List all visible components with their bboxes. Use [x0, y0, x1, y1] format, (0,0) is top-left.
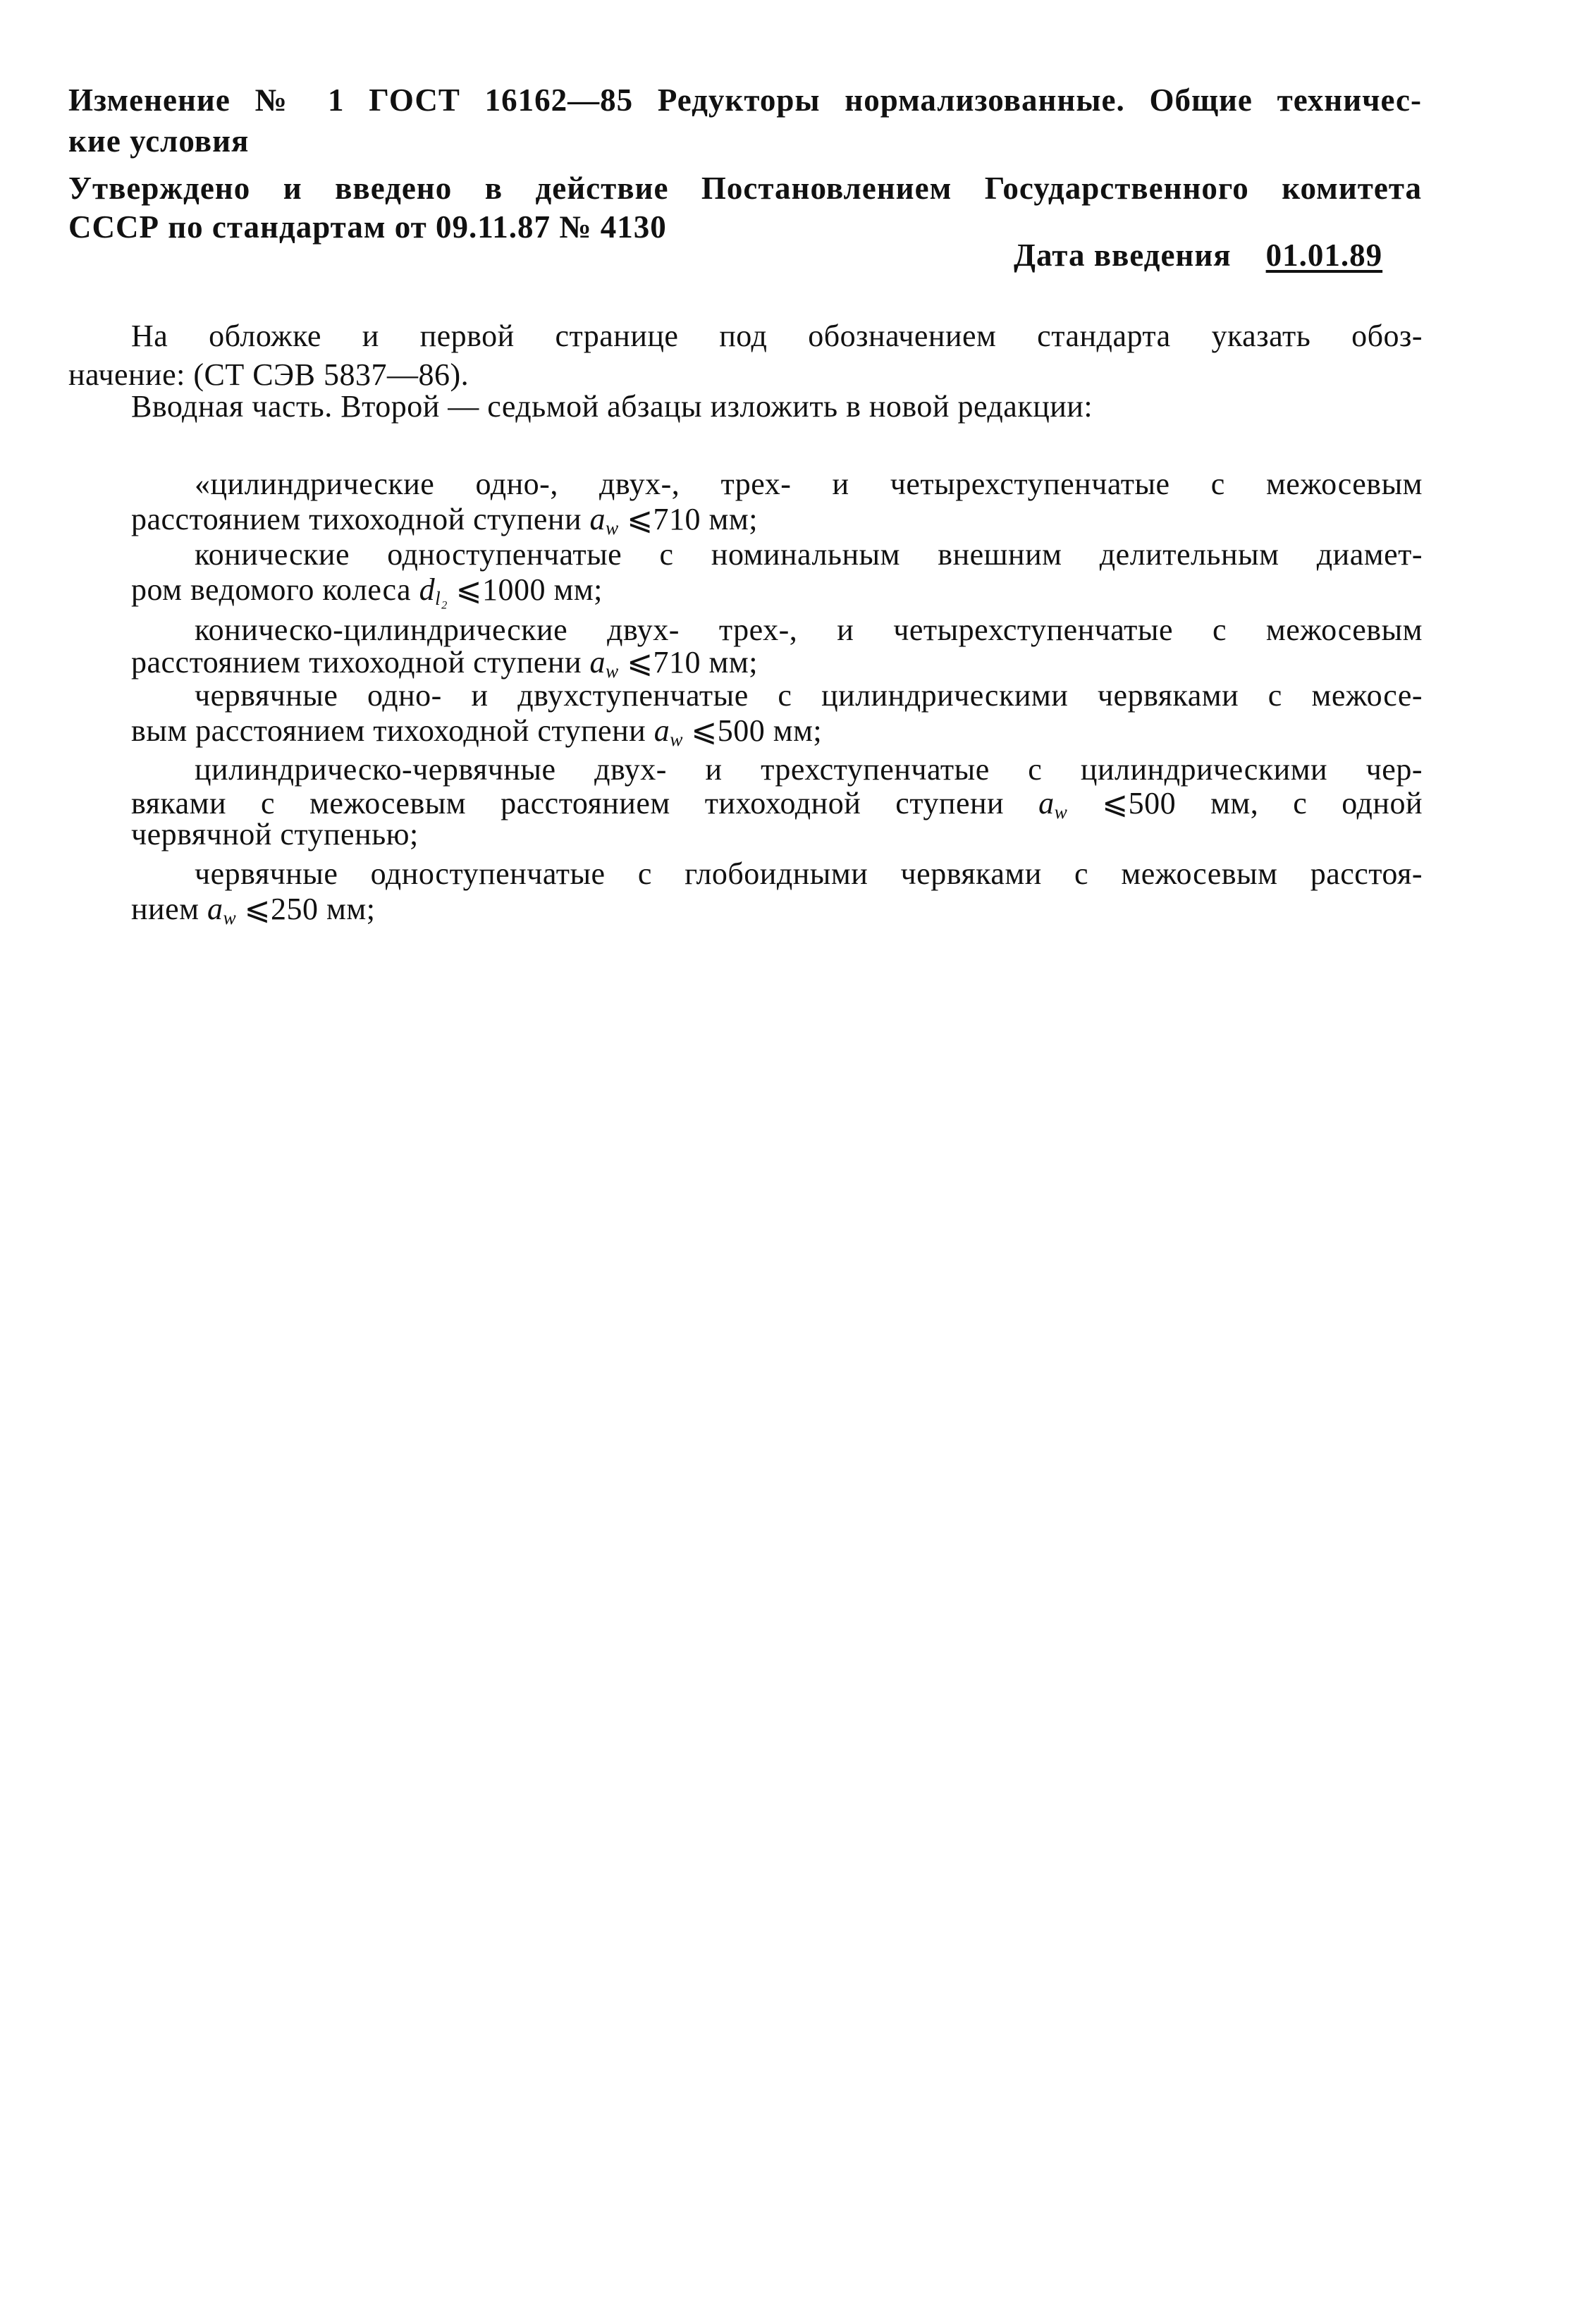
paragraph-5-text: вяками с межосевым расстоянием тихоходной ступени [131, 786, 1039, 820]
intro-line-1: На обложке и первой странице под обозначением стандарта указать обоз- [131, 319, 1423, 353]
title-line-2: кие условия [68, 123, 250, 159]
variable-a: a [653, 713, 670, 748]
paragraph-1-line-2 [131, 504, 758, 538]
subscript-w: w [670, 728, 683, 750]
title-line-1: Изменение № 1 ГОСТ 16162—85 Редукторы нормализованные. Общие техничес- [68, 82, 1422, 118]
paragraph-5-line-3: червячной ступенью; [131, 817, 419, 851]
paragraph-4-value: ⩽500 мм; [682, 713, 823, 748]
paragraph-6-value: ⩽250 мм; [236, 892, 376, 926]
paragraph-6-text: нием [131, 892, 207, 926]
variable-a: a [589, 502, 606, 536]
variable-d: d [419, 572, 436, 607]
variable-a: a [1038, 786, 1055, 820]
variable-a: a [589, 645, 606, 680]
paragraph-3-line-2 [131, 647, 758, 681]
paragraph-4-line-2 [131, 715, 822, 749]
paragraph-6-line-2 [131, 894, 375, 928]
effective-date-label: Дата введения [1014, 238, 1232, 273]
approval-line-1: Утверждено и введено в действие Постановлением Государственного комитета [68, 171, 1422, 206]
paragraph-6-line-1: червячные одноступенчатые с глобоидными червяками с межосевым расстоя- [195, 856, 1423, 891]
intro-line-2: начение: (СТ СЭВ 5837—86). [68, 357, 469, 392]
paragraph-5-line-1: цилиндрическо-червячные двух- и трехступенчатые с цилиндрическими чер- [195, 752, 1423, 787]
variable-a: a [207, 892, 223, 926]
paragraph-1-line-1: «цилиндрические одно-, двух-, трех- и четырехступенчатые с межосевым [195, 467, 1423, 501]
paragraph-4-text: вым расстоянием тихоходной ступени [131, 713, 654, 748]
paragraph-2-text: ром ведомого колеса [131, 572, 419, 607]
paragraph-3-line-1: коническо-цилиндрические двух- трех-, и четырехступенчатые с межосевым [195, 613, 1423, 647]
subscript-w: w [223, 906, 237, 928]
subscript-w: w [606, 660, 619, 682]
paragraph-3-value: ⩽710 мм; [618, 645, 758, 680]
paragraph-1-text: расстоянием тихоходной ступени [131, 502, 590, 536]
approval-line-2: СССР по стандартам от 09.11.87 № 4130 [68, 209, 667, 245]
intro-line-3: Вводная часть. Второй — седьмой абзацы изложить в новой редакции: [131, 389, 1093, 424]
paragraph-3-text: расстоянием тихоходной ступени [131, 645, 590, 680]
subscript-l2: l₂ [435, 587, 448, 609]
paragraph-1-value: ⩽710 мм; [618, 502, 758, 536]
paragraph-4-line-1: червячные одно- и двухступенчатые с цилиндрическими червяками с межосе- [195, 678, 1423, 713]
paragraph-2-line-1: конические одноступенчатые с номинальным внешним делительным диамет- [195, 537, 1423, 572]
subscript-w: w [606, 517, 619, 539]
effective-date [1014, 240, 1382, 271]
effective-date-value: 01.01.89 [1265, 238, 1383, 273]
paragraph-2-value: ⩽1000 мм; [448, 572, 603, 607]
subscript-w: w [1054, 801, 1068, 823]
paragraph-5-value: ⩽500 мм, с одной [1067, 786, 1423, 820]
paragraph-2-line-2 [131, 574, 603, 608]
